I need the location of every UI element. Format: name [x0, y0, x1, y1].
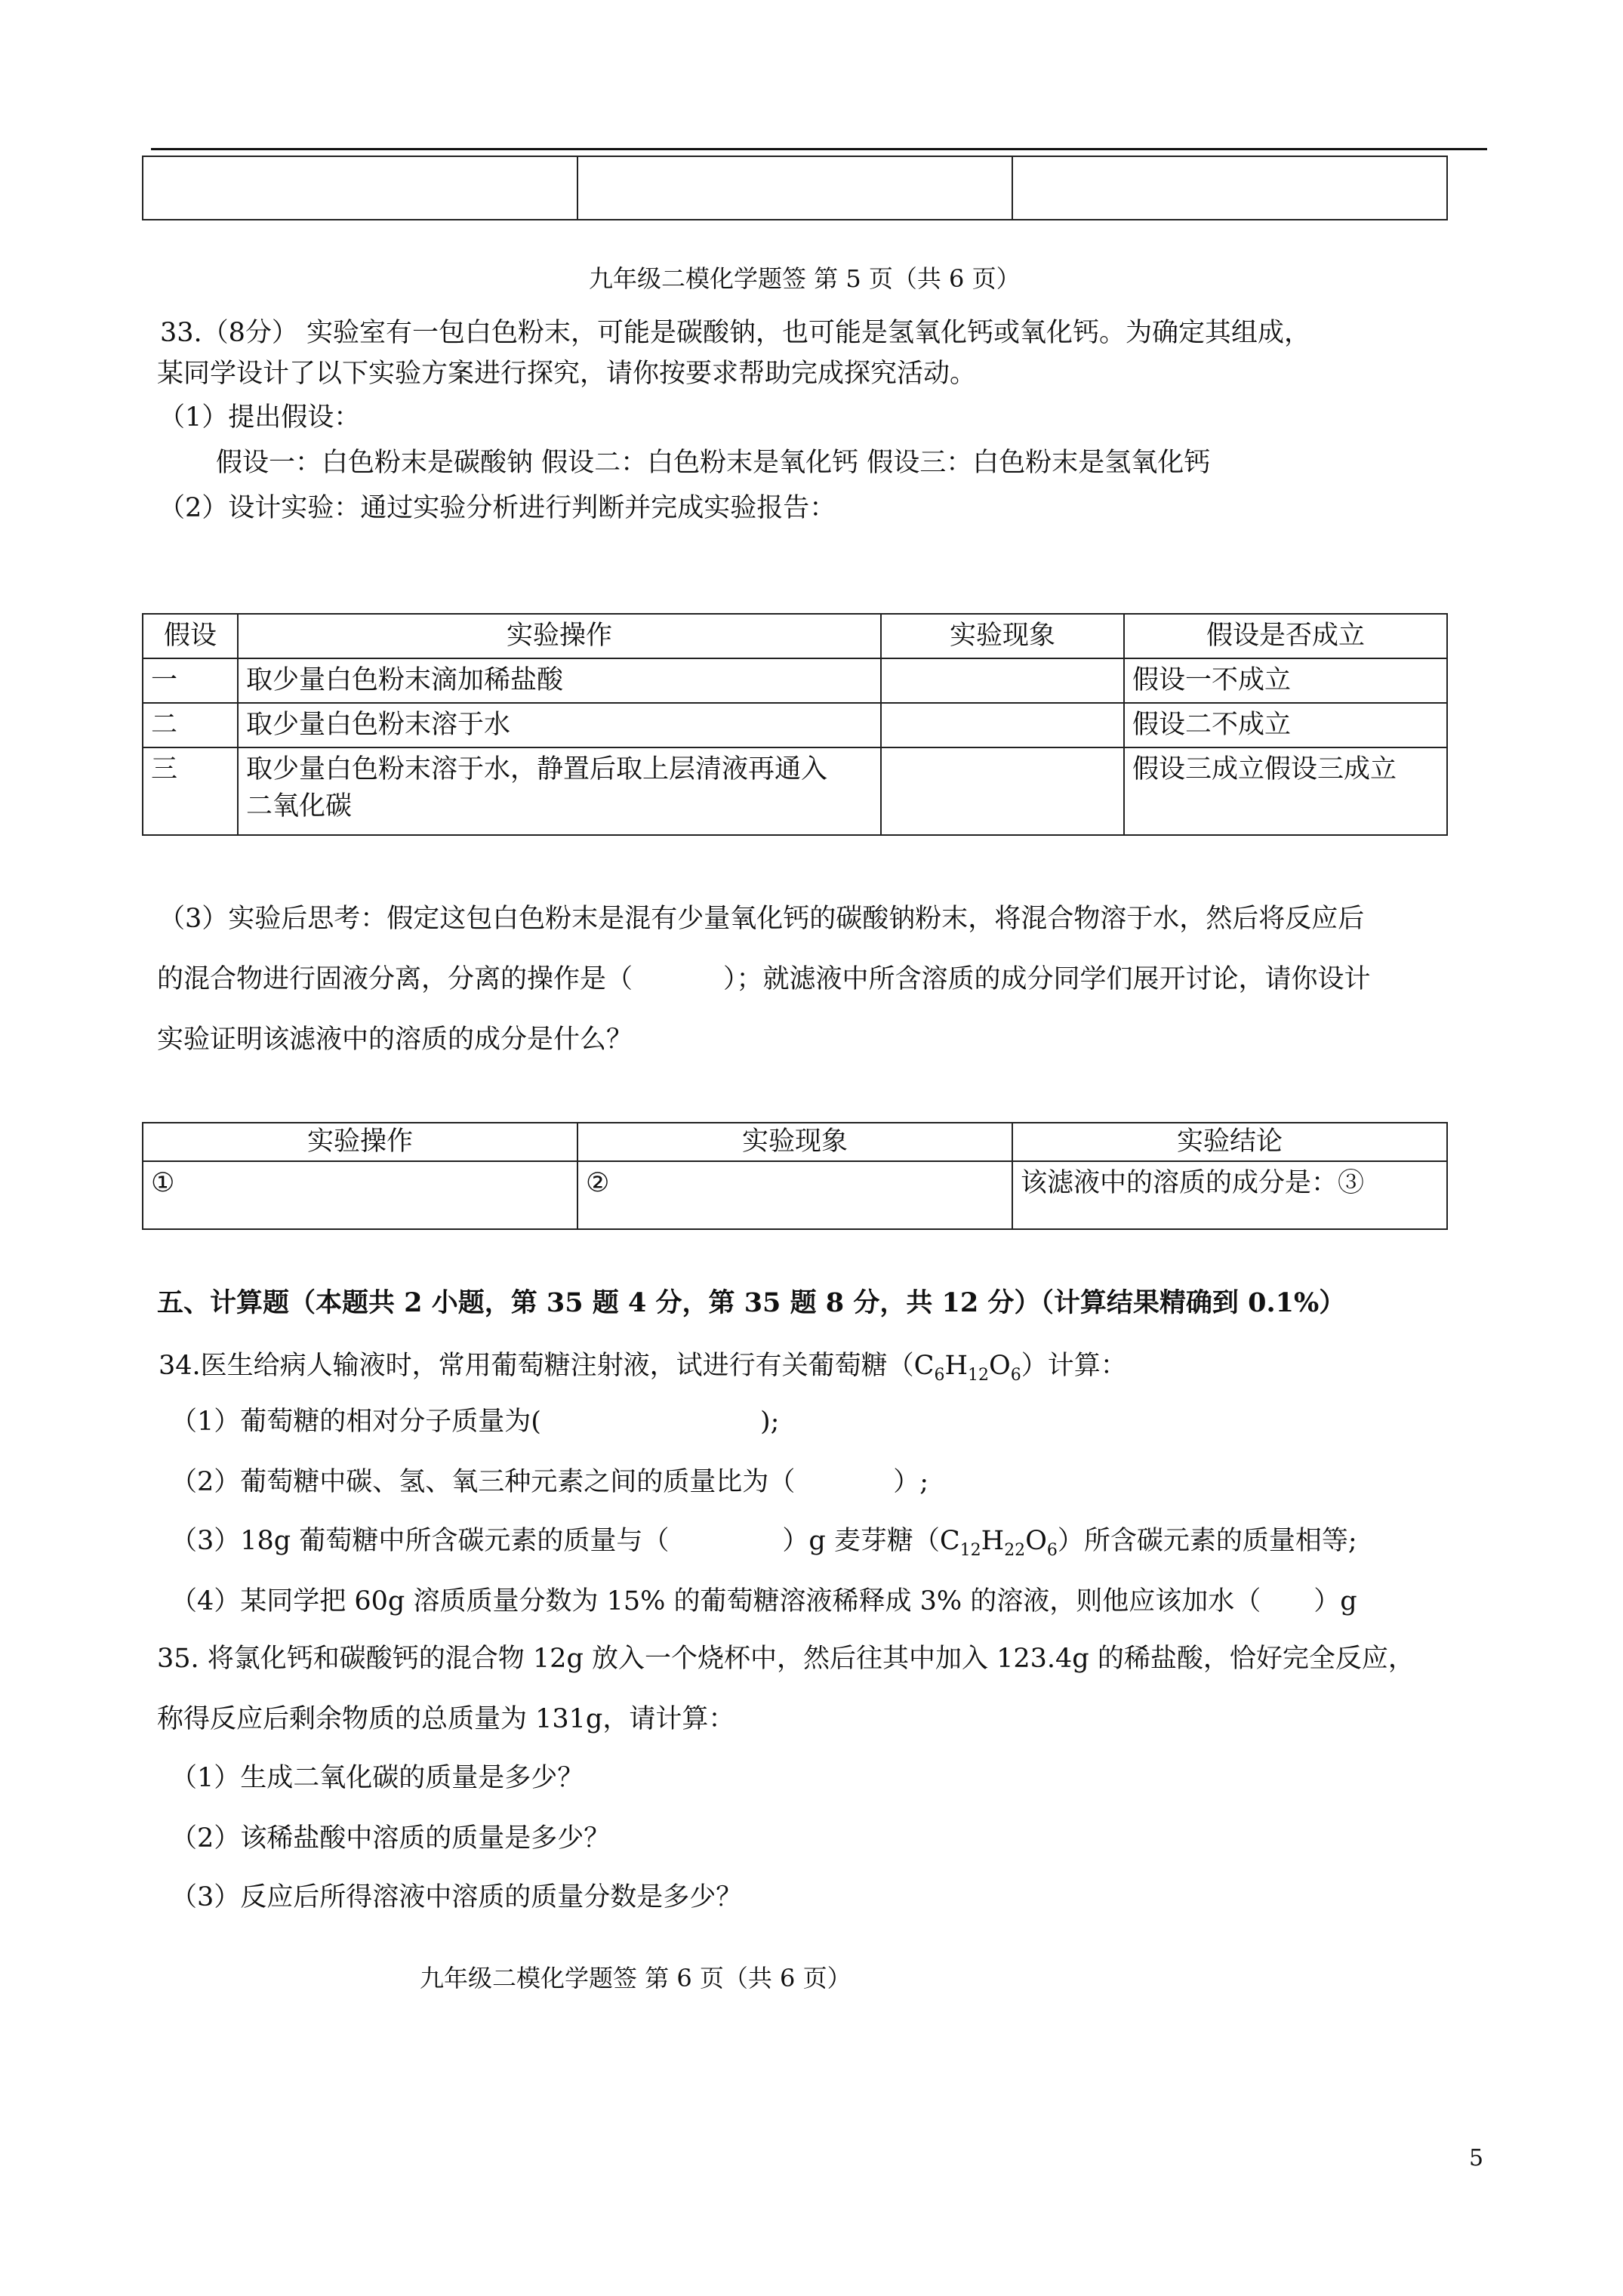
hypothesis-id: 二: [143, 703, 238, 747]
hypothesis-result: 假设二不成立: [1124, 703, 1447, 747]
conclusion-cell: 该滤液中的溶质的成分是：③: [1012, 1161, 1447, 1229]
q34-part1: [171, 1409, 779, 1435]
hypothesis-id: 三: [143, 747, 238, 835]
q34-part3: [171, 1528, 1357, 1559]
q34-part3-text: （3）18g 葡萄糖中所含碳元素的质量与（: [171, 1526, 670, 1556]
q33-step3-line3: 实验证明该滤液中的溶质的成分是什么？: [157, 1025, 633, 1055]
page-number: 5: [1469, 2145, 1484, 2171]
q34-intro: [159, 1353, 1127, 1384]
table-header: 实验操作: [143, 1123, 577, 1161]
q33-step3-line1: （3）实验后思考：假定这包白色粉末是混有少量氧化钙的碳酸钠粉末，将混合物溶于水，然后将反应后: [159, 904, 1365, 934]
q33-step3-text-b: ）；就滤液中所含溶质的成分同学们展开讨论，请你设计: [723, 964, 1371, 994]
formula-element: O: [988, 1351, 1011, 1381]
carryover-table: [142, 156, 1448, 220]
formula-subscript: 6: [1010, 1366, 1021, 1385]
q34-part1-text: （1）葡萄糖的相对分子质量为(: [171, 1407, 541, 1437]
filtrate-table: [142, 1122, 1448, 1230]
q35-part2: （2）该稀盐酸中溶质的质量是多少？: [171, 1823, 611, 1854]
formula-subscript: 12: [967, 1366, 989, 1385]
carryover-cell: [577, 156, 1012, 220]
page-footer-6: 九年级二模化学题签 第 6 页（共 6 页）: [420, 1964, 852, 1992]
carryover-cell: [143, 156, 577, 220]
experiment-phenomenon: [881, 703, 1124, 747]
experiment-phenomenon: [881, 747, 1124, 835]
formula-element: H: [981, 1526, 1005, 1556]
q33-step3-line2: [157, 966, 1371, 993]
formula-subscript: 6: [1046, 1541, 1058, 1560]
q35-stem-line2: 称得反应后剩余物质的总质量为 131g，请计算：: [157, 1704, 735, 1734]
table-header: 实验现象: [881, 614, 1124, 658]
hypothesis-result: 假设一不成立: [1124, 658, 1447, 703]
page-footer-5: 九年级二模化学题签 第 5 页（共 6 页）: [589, 264, 1021, 293]
table-row: [143, 1161, 1447, 1229]
q33-step1: （1）提出假设：: [159, 402, 361, 433]
hypothesis-table: [142, 613, 1448, 836]
q34-part2-text: （2）葡萄糖中碳、氢、氧三种元素之间的质量比为（: [171, 1467, 796, 1497]
top-rule: [151, 148, 1487, 150]
hypothesis-result: 假设三成立假设三成立: [1124, 747, 1447, 835]
q35-stem-line1: 35. 将氯化钙和碳酸钙的混合物 12g 放入一个烧杯中，然后往其中加入 123.4g 的稀盐酸，恰好完全反应，: [157, 1644, 1415, 1674]
q35-part1: （1）生成二氧化碳的质量是多少？: [171, 1763, 584, 1793]
experiment-operation: 取少量白色粉末滴加稀盐酸: [238, 658, 881, 703]
section-5-heading: 五、计算题（本题共 2 小题，第 35 题 4 分，第 35 题 8 分，共 12 分）（计算结果精确到 0.1%）: [157, 1287, 1346, 1318]
q34-part4-end: ）g: [1313, 1586, 1357, 1616]
table-header: 假设: [143, 614, 238, 658]
table-row: [143, 658, 1447, 703]
q35-part3: （3）反应后所得溶液中溶质的质量分数是多少？: [171, 1882, 743, 1912]
operation-cell: ①: [143, 1161, 577, 1229]
formula-element: H: [944, 1351, 968, 1381]
q33-step3-text-a: 的混合物进行固液分离，分离的操作是（: [157, 964, 633, 994]
table-header: 实验操作: [238, 614, 881, 658]
q33-stem-line1: 33.（8分） 实验室有一包白色粉末，可能是碳酸钠，也可能是氢氧化钙或氧化钙。为确定其组成，: [160, 318, 1311, 348]
q34-part3-mid: ）g 麦芽糖（C: [782, 1526, 960, 1556]
q34-part1-end: );: [759, 1407, 780, 1437]
formula-subscript: 22: [1004, 1541, 1026, 1560]
q34-part3-end: ）所含碳元素的质量相等;: [1057, 1526, 1357, 1556]
formula-subscript: 6: [934, 1366, 945, 1385]
experiment-operation: 取少量白色粉末溶于水，静置后取上层清液再通入二氧化碳: [238, 747, 881, 835]
formula-element: O: [1025, 1526, 1047, 1556]
table-header: 假设是否成立: [1124, 614, 1447, 658]
carryover-cell: [1012, 156, 1447, 220]
hypothesis-id: 一: [143, 658, 238, 703]
q33-hypotheses: 假设一：白色粉末是碳酸钠 假设二：白色粉末是氧化钙 假设三：白色粉末是氢氧化钙: [216, 448, 1211, 478]
q34-intro-text: 34.医生给病人输液时，常用葡萄糖注射液，试进行有关葡萄糖（C: [159, 1351, 935, 1381]
q34-part2-end: ）;: [893, 1467, 929, 1497]
table-header: 实验结论: [1012, 1123, 1447, 1161]
experiment-phenomenon: [881, 658, 1124, 703]
formula-subscript: 12: [959, 1541, 981, 1560]
q34-part4-text: （4）某同学把 60g 溶质质量分数为 15% 的葡萄糖溶液稀释成 3% 的溶液，则他应该加水（: [171, 1586, 1261, 1616]
q33-step2: （2）设计实验：通过实验分析进行判断并完成实验报告：: [159, 493, 836, 523]
table-row: [143, 747, 1447, 835]
experiment-operation: 取少量白色粉末溶于水: [238, 703, 881, 747]
q34-part4: [171, 1586, 1357, 1616]
q33-stem-line2: 某同学设计了以下实验方案进行探究，请你按要求帮助完成探究活动。: [157, 359, 977, 389]
table-row: [143, 703, 1447, 747]
q34-part2: [171, 1469, 929, 1496]
q34-intro-end: ）计算：: [1021, 1351, 1127, 1381]
table-header: 实验现象: [577, 1123, 1012, 1161]
phenomenon-cell: ②: [577, 1161, 1012, 1229]
